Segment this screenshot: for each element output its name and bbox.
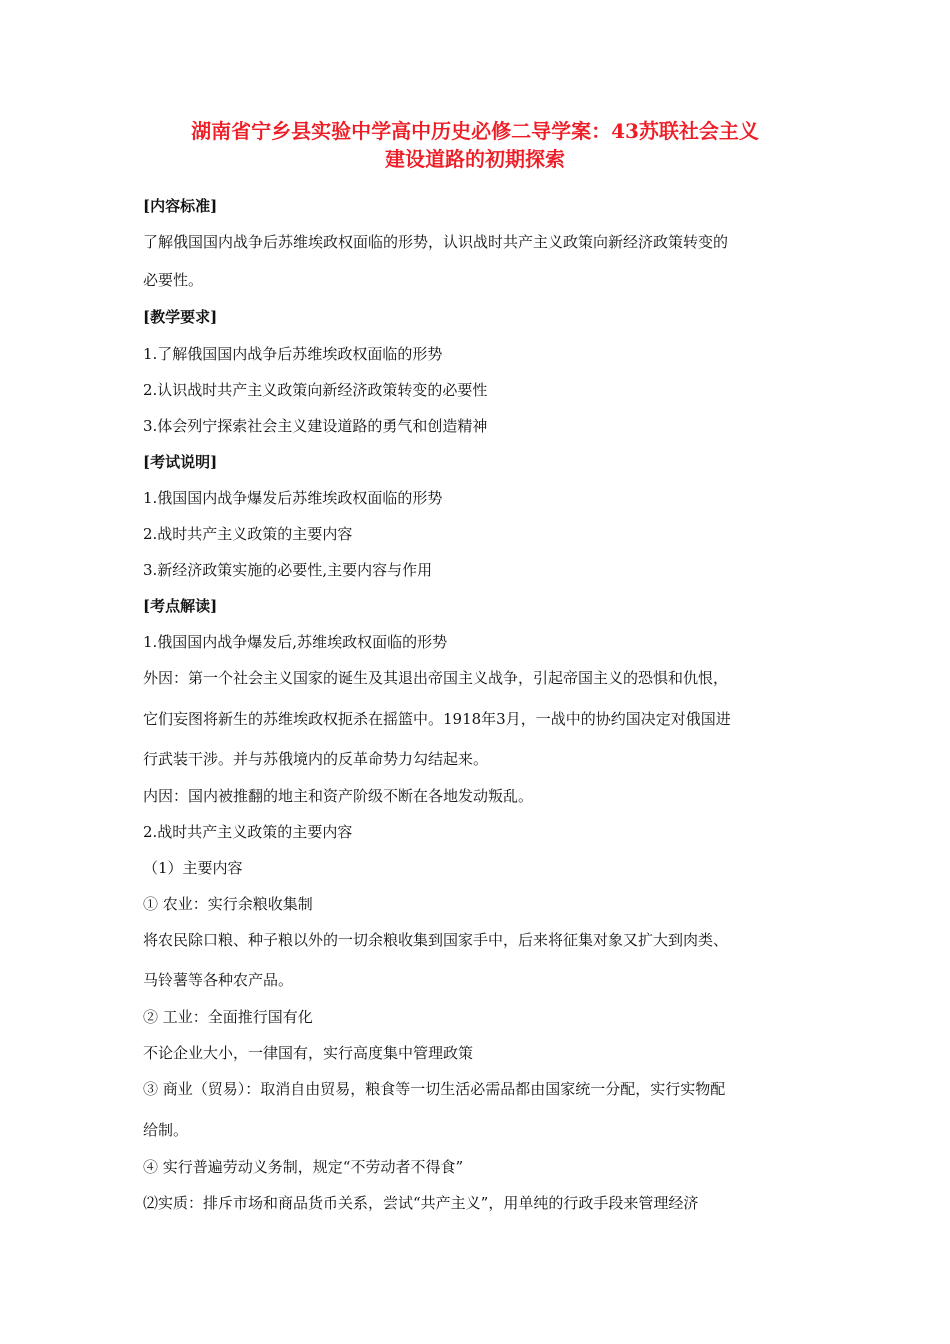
document-title-line-2: 建设道路的初期探索 [385,147,565,171]
paragraph-line: 不论企业大小，一律国有，实行高度集中管理政策 [143,1044,474,1062]
list-item: 2.战时共产主义政策的主要内容 [143,823,353,841]
section-heading-key-points: [考点解读] [143,597,218,615]
list-item: 1.了解俄国国内战争后苏维埃政权面临的形势 [143,345,443,363]
section-heading-teaching-requirements: [教学要求] [143,308,218,326]
section-heading-content-standard: [内容标准] [143,197,218,215]
paragraph-line: 马铃薯等各种农产品。 [143,971,294,989]
list-item: ① 农业：实行余粮收集制 [143,895,313,913]
paragraph-line: 外因：第一个社会主义国家的诞生及其退出帝国主义战争，引起帝国主义的恐惧和仇恨， [143,669,729,687]
paragraph-line: 内因：国内被推翻的地主和资产阶级不断在各地发动叛乱。 [143,787,534,805]
paragraph-line: 给制。 [143,1121,189,1139]
list-item: 1.俄国国内战争爆发后,苏维埃政权面临的形势 [143,633,448,651]
paragraph-line: 必要性。 [143,271,204,289]
paragraph-line: 它们妄图将新生的苏维埃政权扼杀在摇篮中。1918年3月，一战中的协约国决定对俄国进 [143,710,731,728]
list-item: 3.体会列宁探索社会主义建设道路的勇气和创造精神 [143,417,488,435]
paragraph-line: ⑵实质：排斥市场和商品货币关系，尝试“共产主义”，用单纯的行政手段来管理经济 [143,1194,699,1212]
list-item: ② 工业：全面推行国有化 [143,1008,313,1026]
paragraph-line: 将农民除口粮、种子粮以外的一切余粮收集到国家手中，后来将征集对象又扩大到肉类、 [143,931,729,949]
sub-heading: （1）主要内容 [143,859,243,877]
list-item: ④ 实行普遍劳动义务制，规定“不劳动者不得食” [143,1158,464,1176]
document-title-line-1: 湖南省宁乡县实验中学高中历史必修二导学案：43苏联社会主义 [191,119,759,143]
paragraph-line: 行武装干涉。并与苏俄境内的反革命势力勾结起来。 [143,750,489,768]
list-item: 2.认识战时共产主义政策向新经济政策转变的必要性 [143,381,488,399]
list-item: 2.战时共产主义政策的主要内容 [143,525,353,543]
list-item: 3.新经济政策实施的必要性,主要内容与作用 [143,561,433,579]
list-item: 1.俄国国内战争爆发后苏维埃政权面临的形势 [143,489,443,507]
section-heading-exam-description: [考试说明] [143,453,218,471]
paragraph-line: 了解俄国国内战争后苏维埃政权面临的形势，认识战时共产主义政策向新经济政策转变的 [143,233,729,251]
list-item: ③ 商业（贸易）：取消自由贸易，粮食等一切生活必需品都由国家统一分配，实行实物配 [143,1080,726,1098]
